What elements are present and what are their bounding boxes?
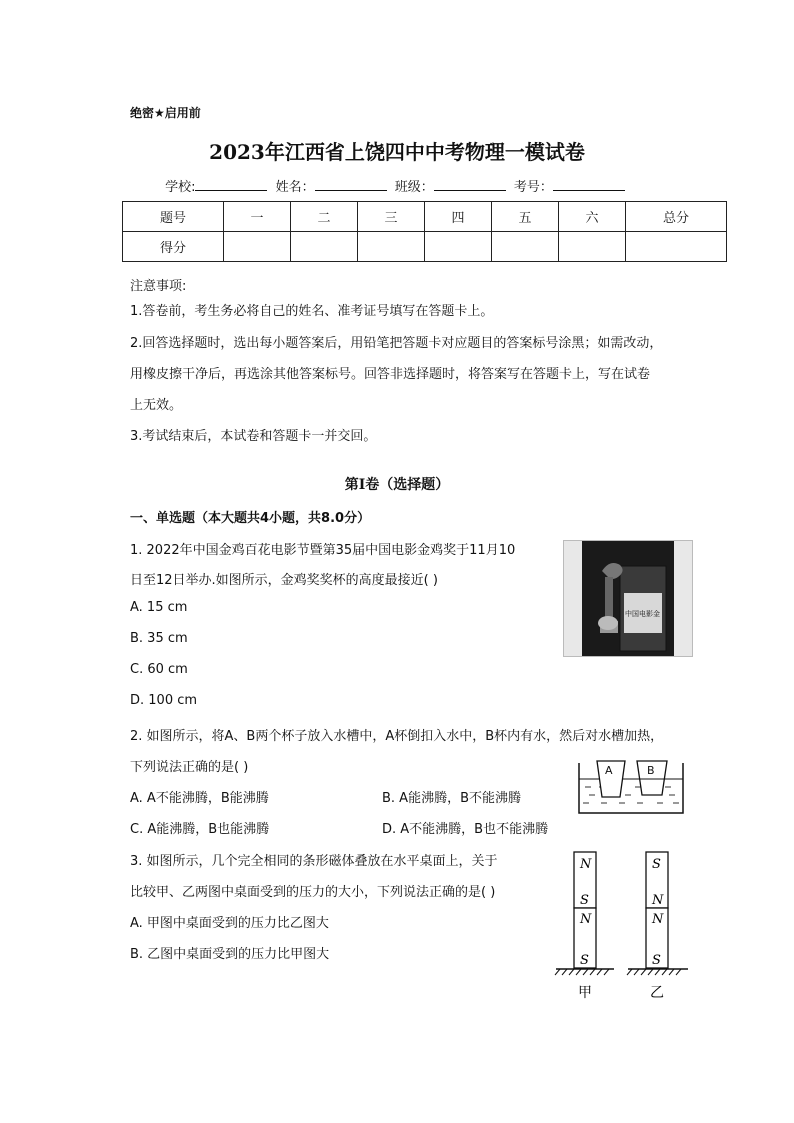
magnet-stack-yi xyxy=(627,852,688,1001)
question-1-text: 日至12日举办.如图所示，金鸡奖奖杯的高度最接近( ) xyxy=(130,573,438,588)
note-item: 上无效。 xyxy=(130,398,183,413)
name-blank xyxy=(315,178,387,191)
school-blank xyxy=(195,178,267,191)
q2-option-a: A. A不能沸腾，B能沸腾 xyxy=(130,791,269,806)
exam-number-label: 考号： xyxy=(513,180,553,195)
magnet-pole-label: N xyxy=(652,912,664,927)
magnet-stack-diagram xyxy=(552,848,697,1003)
score-table-header-row xyxy=(123,202,727,232)
score-input-cell[interactable] xyxy=(559,232,626,262)
question-type-heading: 一、单选题（本大题共4小题，共8.0分） xyxy=(130,511,371,526)
q1-option-d: D. 100 cm xyxy=(130,693,198,708)
question-1-text: 1. 2022年中国金鸡百花电影节暨第35届中国电影金鸡奖于11月10 xyxy=(130,543,516,558)
notes-heading: 注意事项: xyxy=(130,279,187,294)
score-cell: 三 xyxy=(358,202,425,232)
cup-b-label: B xyxy=(647,764,655,777)
trophy-box-text: 中国电影金 xyxy=(625,610,660,618)
magnet-pole-label: S xyxy=(580,953,589,968)
score-table-score-row xyxy=(123,232,727,262)
score-cell: 一 xyxy=(224,202,291,232)
magnet-pole-label: S xyxy=(652,953,661,968)
note-item: 1.答卷前，考生务必将自己的姓名、准考证号填写在答题卡上。 xyxy=(130,304,494,319)
school-label: 学校: xyxy=(165,180,196,195)
score-cell: 总分 xyxy=(626,202,727,232)
note-item: 用橡皮擦干净后，再选涂其他答案标号。回答非选择题时，将答案写在答题卡上，写在试卷 xyxy=(130,367,651,382)
q2-option-c: C. A能沸腾，B也能沸腾 xyxy=(130,822,270,837)
page-title: 2023年江西省上饶四中中考物理一模试卷 xyxy=(209,140,585,164)
water-tank-diagram xyxy=(575,755,687,817)
name-label: 姓名： xyxy=(275,180,315,195)
magnet-stack-jia xyxy=(555,852,614,1001)
score-input-cell[interactable] xyxy=(224,232,291,262)
score-table xyxy=(122,201,727,262)
magnet-pole-label: N xyxy=(652,893,664,908)
question-2-text: 下列说法正确的是( ) xyxy=(130,760,249,775)
score-input-cell[interactable] xyxy=(425,232,492,262)
student-info-line xyxy=(0,176,794,195)
q3-option-a: A. 甲图中桌面受到的压力比乙图大 xyxy=(130,916,329,931)
q2-option-b: B. A能沸腾，B不能沸腾 xyxy=(382,791,521,806)
class-label: 班级： xyxy=(394,180,434,195)
section-title: 第Ⅰ卷（选择题） xyxy=(344,477,450,493)
confidential-mark: 绝密★启用前 xyxy=(130,106,201,120)
score-cell: 六 xyxy=(559,202,626,232)
q1-option-c: C. 60 cm xyxy=(130,662,188,677)
question-3-text: 比较甲、乙两图中桌面受到的压力的大小，下列说法正确的是( ) xyxy=(130,885,496,900)
score-cell: 题号 xyxy=(123,202,224,232)
q1-option-a: A. 15 cm xyxy=(130,600,188,615)
figure-yi-caption: 乙 xyxy=(650,985,664,1001)
golden-rooster-trophy-photo xyxy=(563,540,693,657)
score-input-cell[interactable] xyxy=(626,232,727,262)
magnet-pole-label: S xyxy=(652,857,661,872)
score-input-cell[interactable] xyxy=(492,232,559,262)
class-blank xyxy=(434,178,506,191)
q1-option-b: B. 35 cm xyxy=(130,631,188,646)
q3-option-b: B. 乙图中桌面受到的压力比甲图大 xyxy=(130,947,330,962)
magnet-pole-label: S xyxy=(580,893,589,908)
trophy-photo-illustration xyxy=(564,541,692,656)
exam-number-blank xyxy=(553,178,625,191)
magnet-pole-label: N xyxy=(580,912,592,927)
score-cell: 得分 xyxy=(123,232,224,262)
score-cell: 五 xyxy=(492,202,559,232)
q2-option-d: D. A不能沸腾，B也不能沸腾 xyxy=(382,822,549,837)
note-item: 2.回答选择题时，选出每小题答案后，用铅笔把答题卡对应题目的答案标号涂黑；如需改动， xyxy=(130,336,663,351)
score-cell: 二 xyxy=(291,202,358,232)
question-2-text: 2. 如图所示，将A、B两个杯子放入水槽中，A杯倒扣入水中，B杯内有水，然后对水槽加热， xyxy=(130,729,664,744)
note-item: 3.考试结束后，本试卷和答题卡一并交回。 xyxy=(130,429,377,444)
magnet-pole-label: N xyxy=(580,857,592,872)
figure-jia-caption: 甲 xyxy=(578,985,592,1001)
score-cell: 四 xyxy=(425,202,492,232)
score-input-cell[interactable] xyxy=(291,232,358,262)
score-input-cell[interactable] xyxy=(358,232,425,262)
question-3-text: 3. 如图所示，几个完全相同的条形磁体叠放在水平桌面上，关于 xyxy=(130,854,498,869)
cup-a-label: A xyxy=(605,764,613,777)
